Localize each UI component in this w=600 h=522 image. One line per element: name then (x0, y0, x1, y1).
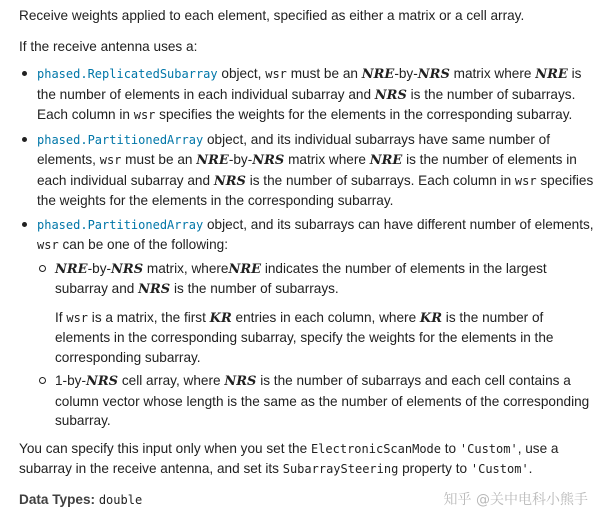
math-nre: NRE (196, 153, 229, 168)
math-nre: NRE (55, 261, 88, 277)
text: object, and its subarrays can have different number of elements, (203, 216, 594, 232)
text: . (528, 461, 533, 476)
math-nrs: NRS (85, 374, 119, 389)
math-nre: NRE (369, 153, 403, 168)
code-custom: 'Custom' (459, 441, 518, 456)
text: If (55, 309, 67, 325)
math-nrs: NRS (213, 173, 246, 189)
text: is the number of subarrays. Each column in (37, 86, 576, 122)
code-electronic-scan-mode: ElectronicScanMode (310, 441, 441, 456)
text: must be an (121, 152, 197, 167)
text: must be an (286, 66, 362, 81)
text: to (441, 440, 460, 456)
math-nrs: NRS (374, 87, 407, 103)
sub-item-cell-array (37, 371, 600, 431)
code-wsr: wsr (37, 238, 59, 252)
text: specifies the weights for the elements in the corresponding subarray. (155, 107, 573, 122)
bullet-list (19, 64, 600, 431)
lead-text: If the receive antenna uses a: (19, 38, 198, 54)
text: property to (398, 461, 471, 476)
code-custom: 'Custom' (470, 462, 529, 476)
text: is the number of elements in each individual subarray and (37, 66, 582, 102)
sub-list (37, 259, 600, 431)
text: -by- (394, 66, 418, 81)
math-nrs: NRS (111, 261, 144, 277)
text: indicates the number of elements in the largest subarray and (55, 260, 547, 296)
text: is a matrix, the first (88, 309, 210, 325)
text: object, (217, 66, 266, 81)
intro-text: Receive weights applied to each element, specified as either a matrix or a cell array. (19, 8, 525, 23)
text: , use a subarray in the receive antenna, and set its (19, 440, 559, 476)
code-wsr: wsr (99, 153, 122, 167)
sub-paragraph-kr (55, 308, 600, 368)
text: is the number of subarrays. (170, 281, 339, 296)
math-nrs: NRS (138, 282, 171, 297)
text: You can specify this input only when you set the (19, 440, 311, 456)
math-kr: KR (419, 310, 443, 326)
outro-text (19, 439, 594, 480)
data-types-value: double (98, 492, 143, 507)
math-nre: NRE (535, 67, 568, 82)
text: can be one of the following: (58, 237, 228, 252)
math-nre: NRE (228, 261, 262, 277)
text: object, and its individual subarrays have same number of elements, (37, 131, 550, 167)
text: matrix, where (143, 260, 229, 276)
text: cell array, where (118, 373, 225, 388)
bullet-partitioned-same (19, 130, 600, 211)
text: specifies the weights for the elements in the corresponding subarray. (37, 172, 594, 208)
code-wsr: wsr (265, 67, 287, 81)
data-types-label: Data Types: (19, 491, 96, 507)
text: is the number of elements in each individual subarray and (37, 152, 577, 188)
text: entries in each column, where (231, 309, 420, 325)
text: matrix where (284, 152, 370, 167)
text: is the number of elements in the corresponding subarray, specify the weights for the elements in the corresponding subarray. (55, 309, 554, 365)
math-kr: KR (209, 310, 232, 326)
watermark: 知乎 @关中电科小熊手 (443, 491, 588, 508)
text: 1-by- (55, 373, 86, 388)
bullet-partitioned-different (19, 215, 600, 431)
text: -by- (87, 260, 112, 276)
code-wsr: wsr (66, 310, 89, 325)
text: matrix where (449, 66, 536, 81)
text: is the number of subarrays. Each column in (245, 172, 515, 188)
sub-item-matrix (37, 259, 600, 368)
link-replicated-subarray[interactable]: phased.ReplicatedSubarray (37, 67, 218, 81)
text: -by- (228, 152, 253, 167)
math-nre: NRE (361, 67, 395, 82)
bullet-replicated-subarray (19, 64, 600, 126)
link-partitioned-array[interactable]: phased.PartitionedArray (37, 217, 204, 232)
math-nrs: NRS (417, 67, 450, 82)
math-nrs: NRS (224, 374, 257, 389)
code-wsr: wsr (514, 173, 537, 188)
code-subarray-steering: SubarraySteering (282, 462, 399, 476)
link-partitioned-array[interactable]: phased.PartitionedArray (37, 132, 204, 147)
code-wsr: wsr (133, 108, 156, 122)
text: is the number of subarrays and each cell contains a column vector whose length is the same as the number of elements of the corresponding subarray. (55, 373, 590, 428)
math-nrs: NRS (252, 153, 285, 168)
